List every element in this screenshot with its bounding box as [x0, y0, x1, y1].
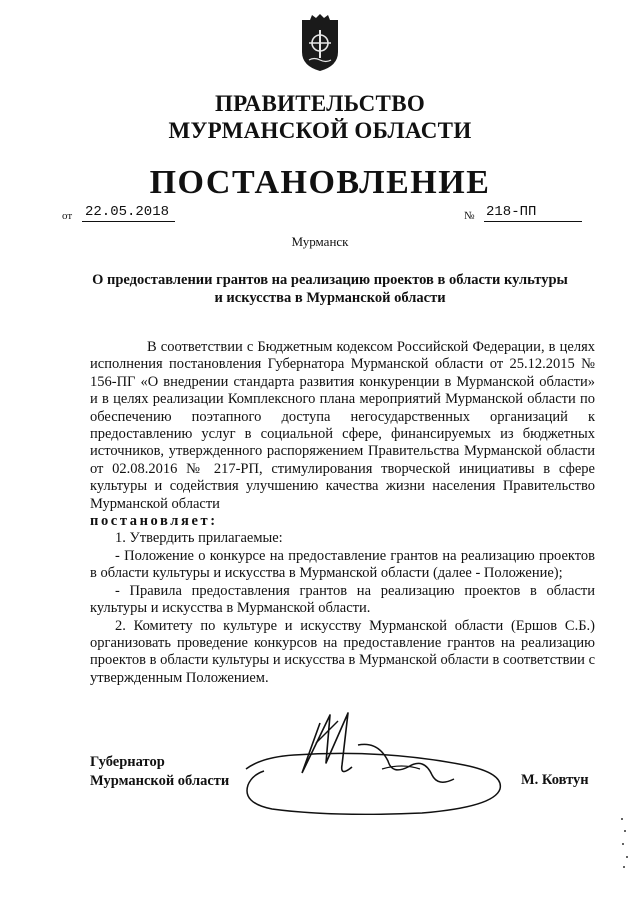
- item-2: 2. Комитету по культуре и искусству Мурманской области (Ершов С.Б.) организовать проведение конкурсов на предоставление грантов на реализацию проектов в области культуры и искусства в Мурманской области в соответствии с утвержденным Положением.: [90, 617, 596, 686]
- margin-marks: [618, 815, 632, 870]
- subject-line-1: О предоставлении грантов на реализацию проектов в области культуры: [92, 272, 568, 288]
- date-label: от: [62, 210, 73, 222]
- item-1-sub-1: - Положение о конкурсе на предоставление грантов на реализацию проектов в области культуры и искусства в Мурманской области (далее - Положение);: [90, 547, 595, 582]
- subject-line-2: и искусства в Мурманской области: [214, 290, 446, 306]
- position-line-1: Губернатор: [90, 754, 165, 770]
- preamble-paragraph: В соответствии с Бюджетным кодексом Российской Федерации, в целях исполнения постановления Губернатора Мурманской области от 25.12.2015 № 156-ПГ «О внедрении стандарта развития конкуренции в Мурманской области» и в целях реализации Комплексного плана мероприятий Мурманской области по обеспечению поэтапного доступа негосударственных организаций к предоставлению услуг в социальной сфере, финансируемых из бюджетных источников, утвержденного распоряжением Правительства Мурманской области от 02.08.2016 № 217-РП, стимулирования творческой инициативы в сфере культуры и содействия улучшению качества жизни населения Правительство Мурманской области: [90, 339, 595, 512]
- city-name: Мурманск: [291, 234, 349, 249]
- signatory-name: М. Ковтун: [521, 772, 589, 788]
- position-line-2: Мурманской области: [90, 773, 230, 789]
- item-1-sub-2: - Правила предоставления грантов на реализацию проектов в области культуры и искусства в Мурманской области.: [90, 582, 595, 617]
- government-name-line1: ПРАВИТЕЛЬСТВО: [214, 91, 426, 116]
- signatory-position: [90, 753, 229, 791]
- document-date: 22.05.2018: [82, 204, 175, 222]
- handwritten-signature: [232, 705, 522, 815]
- government-name-line2: МУРМАНСКОЙ ОБЛАСТИ: [168, 118, 472, 143]
- number-label: №: [464, 210, 475, 222]
- item-1: 1. Утвердить прилагаемые:: [115, 530, 283, 547]
- document-type-title: ПОСТАНОВЛЕНИЕ: [149, 164, 491, 201]
- document-subject: [60, 271, 600, 307]
- resolves-word: постановляет:: [90, 513, 218, 530]
- document-body: [90, 339, 595, 687]
- coat-of-arms-emblem: [297, 14, 343, 72]
- document-number: 218-ПП: [484, 204, 582, 222]
